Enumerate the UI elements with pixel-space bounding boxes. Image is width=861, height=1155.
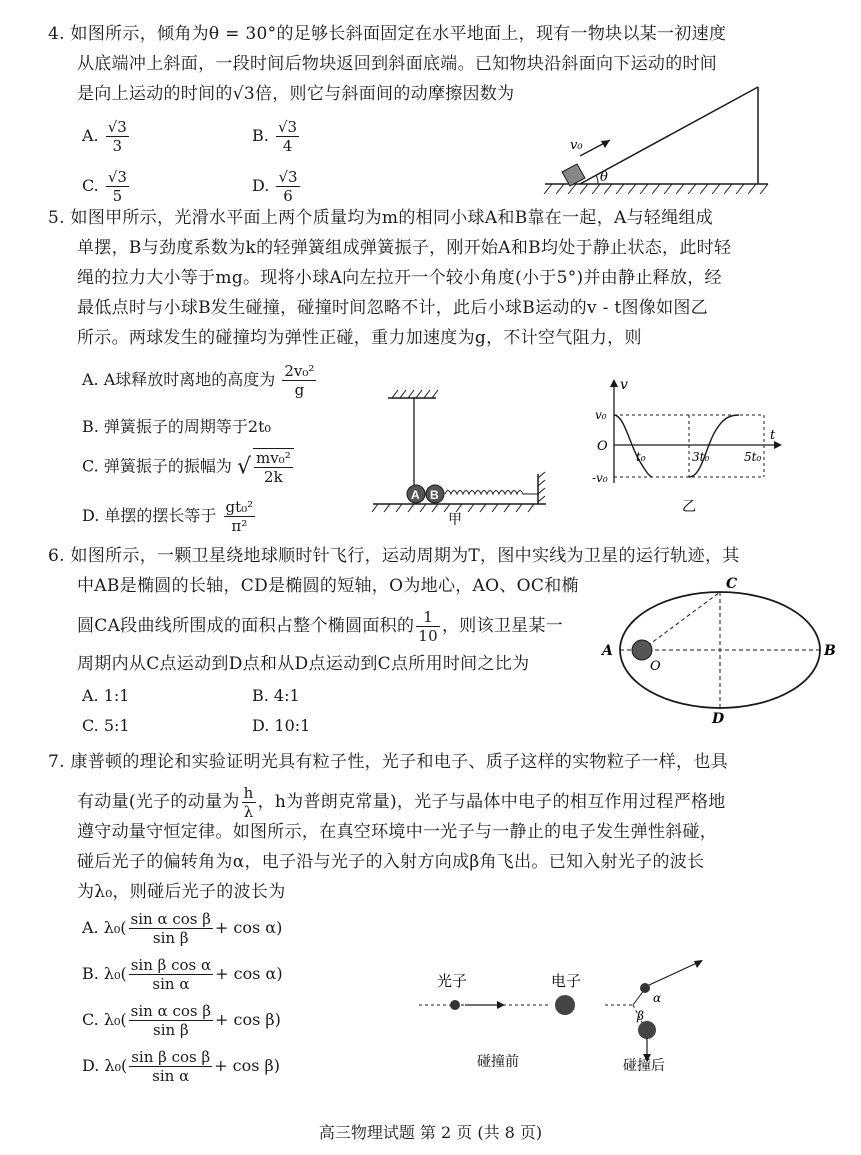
q5-option-a: A. A球释放时离地的高度为 $\frac{\text{2v₀²}}{g}$ bbox=[82, 362, 315, 399]
photon-label: 光子 bbox=[437, 972, 468, 990]
q7-line-3: 遵守动量守恒定律。如图所示，在真空环境中一光子与一静止的电子发生弹性斜碰， bbox=[77, 822, 718, 842]
q5-line-1: 5. 如图甲所示，光滑水平面上两个质量均为m的相同小球A和B靠在一起，A与轻绳组成 bbox=[48, 208, 714, 228]
q7-option-a: A. λ₀( $\frac{\text{sin α cos β}}{\text{sin β}}$ + cos α) bbox=[82, 910, 283, 947]
q6-option-c: C. 5:1 bbox=[82, 716, 130, 735]
v0-label: v₀ bbox=[595, 408, 607, 422]
q4-line-1: 4. 如图所示，倾角为θ = 30°的足够长斜面固定在水平地面上，现有一物块以某一初速度 bbox=[48, 24, 727, 44]
q7-option-b: B. λ₀( $\frac{\text{sin β cos α}}{\text{sin α}}$ + cos α) bbox=[82, 956, 283, 993]
q7-line-1: 7. 康普顿的理论和实验证明光具有粒子性，光子和电子、质子这样的实物粒子一样，也具 bbox=[48, 752, 728, 772]
alpha-angle-label: α bbox=[653, 991, 662, 1005]
v-axis-label: v bbox=[620, 377, 628, 393]
q5-option-d: D. 单摆的摆长等于 $\frac{\text{gt₀²}}{\text{π²}}$ bbox=[82, 498, 254, 535]
point-b-label: B bbox=[824, 643, 836, 659]
q5-line-2: 单摆，B与劲度系数为k的轻弹簧组成弹簧振子，刚开始A和B均处于静止状态，此时轻 bbox=[77, 238, 732, 258]
incline-velocity-label: v₀ bbox=[570, 138, 583, 153]
q4-option-c: C. $\frac{√3}{5}$ bbox=[82, 168, 127, 205]
origin-label: O bbox=[597, 439, 608, 454]
point-c-label: C bbox=[726, 576, 738, 592]
q7-option-c: C. λ₀( $\frac{\text{sin α cos β}}{\text{sin β}}$ + cos β) bbox=[82, 1002, 281, 1039]
q7-line-5: 为λ₀，则碰后光子的波长为 bbox=[77, 882, 286, 902]
q5-line-5: 所示。两球发生的碰撞均为弹性正碰，重力加速度为g，不计空气阻力，则 bbox=[77, 328, 642, 348]
q5-line-3: 绳的拉力大小等于mg。现将小球A向左拉开一个较小角度(小于5°)并由静止释放，经 bbox=[77, 268, 722, 288]
q5-option-c: C. 弹簧振子的振幅为 √ $\frac{\text{mv₀²}}{2k}$ bbox=[82, 448, 296, 486]
beta-angle-label: β bbox=[637, 1009, 644, 1023]
q6-line-4: 周期内从C点运动到D点和从D点运动到C点所用时间之比为 bbox=[77, 654, 530, 674]
after-collision-label: 碰撞后 bbox=[623, 1058, 665, 1074]
q6-option-b: B. 4:1 bbox=[252, 686, 300, 705]
q7-option-d: D. λ₀( $\frac{\text{sin β cos β}}{\text{sin α}}$ + cos β) bbox=[82, 1048, 281, 1085]
q4-line-2: 从底端冲上斜面，一段时间后物块返回到斜面底端。已知物块沿斜面向下运动的时间 bbox=[77, 54, 718, 74]
t3-tick-label: 3t₀ bbox=[692, 450, 710, 464]
figure-yi-label: 乙 bbox=[682, 499, 696, 515]
point-d-label: D bbox=[712, 711, 725, 727]
q6-line-1: 6. 如图所示，一颗卫星绕地球顺时针飞行，运动周期为T，图中实线为卫星的运行轨迹，其 bbox=[48, 546, 740, 566]
q7-line-2: 有动量(光子的动量为 $\frac{h}{\lambda}$ ，h为普朗克常量)，光子与晶体中电子的相互作用过程严格地 bbox=[77, 784, 726, 821]
t5-tick-label: 5t₀ bbox=[744, 450, 762, 464]
q4-option-b: B. $\frac{√3}{4}$ bbox=[252, 118, 298, 155]
incline-angle-label: θ bbox=[600, 170, 608, 185]
pendulum-spring-figure bbox=[368, 386, 553, 526]
neg-v0-label: -v₀ bbox=[592, 471, 608, 485]
ball-b-label: B bbox=[430, 488, 439, 502]
page-footer: 高三物理试题 第 2 页 (共 8 页) bbox=[318, 1123, 543, 1142]
earth-center-label: O bbox=[650, 659, 661, 674]
q4-line-3: 是向上运动的时间的√3倍，则它与斜面间的动摩擦因数为 bbox=[77, 84, 515, 104]
incline-figure bbox=[540, 84, 785, 199]
q7-line-4: 碰后光子的偏转角为α，电子沿与光子的入射方向成β角飞出。已知入射光子的波长 bbox=[77, 852, 705, 872]
t0-tick-label: t₀ bbox=[636, 450, 646, 464]
q6-line-3: 圆CA段曲线所围成的面积占整个椭圆面积的 $\frac{1}{10}$ ，则该卫星某一 bbox=[77, 608, 564, 645]
point-a-label: A bbox=[602, 643, 613, 659]
ball-a-label: A bbox=[411, 488, 420, 502]
ellipse-orbit-figure bbox=[600, 575, 836, 727]
t-axis-label: t bbox=[770, 428, 776, 443]
q5-line-4: 最低点时与小球B发生碰撞，碰撞时间忽略不计，此后小球B运动的v - t图像如图乙 bbox=[77, 298, 708, 318]
q4-option-d: D. $\frac{√3}{6}$ bbox=[252, 168, 298, 205]
q6-option-d: D. 10:1 bbox=[252, 716, 311, 735]
compton-scattering-figure bbox=[415, 958, 715, 1078]
sqrt-sign: √ bbox=[236, 454, 251, 480]
q5-option-b: B. 弹簧振子的周期等于2t₀ bbox=[82, 417, 271, 436]
before-collision-label: 碰撞前 bbox=[477, 1054, 519, 1070]
q6-line-2: 中AB是椭圆的长轴，CD是椭圆的短轴，O为地心，AO、OC和椭 bbox=[77, 576, 579, 596]
electron-label: 电子 bbox=[551, 972, 582, 990]
q6-option-a: A. 1:1 bbox=[82, 686, 130, 705]
vt-graph-figure bbox=[594, 375, 784, 515]
q4-option-a: A. $\frac{√3}{3}$ bbox=[82, 118, 127, 155]
figure-jia-label: 甲 bbox=[448, 512, 462, 528]
